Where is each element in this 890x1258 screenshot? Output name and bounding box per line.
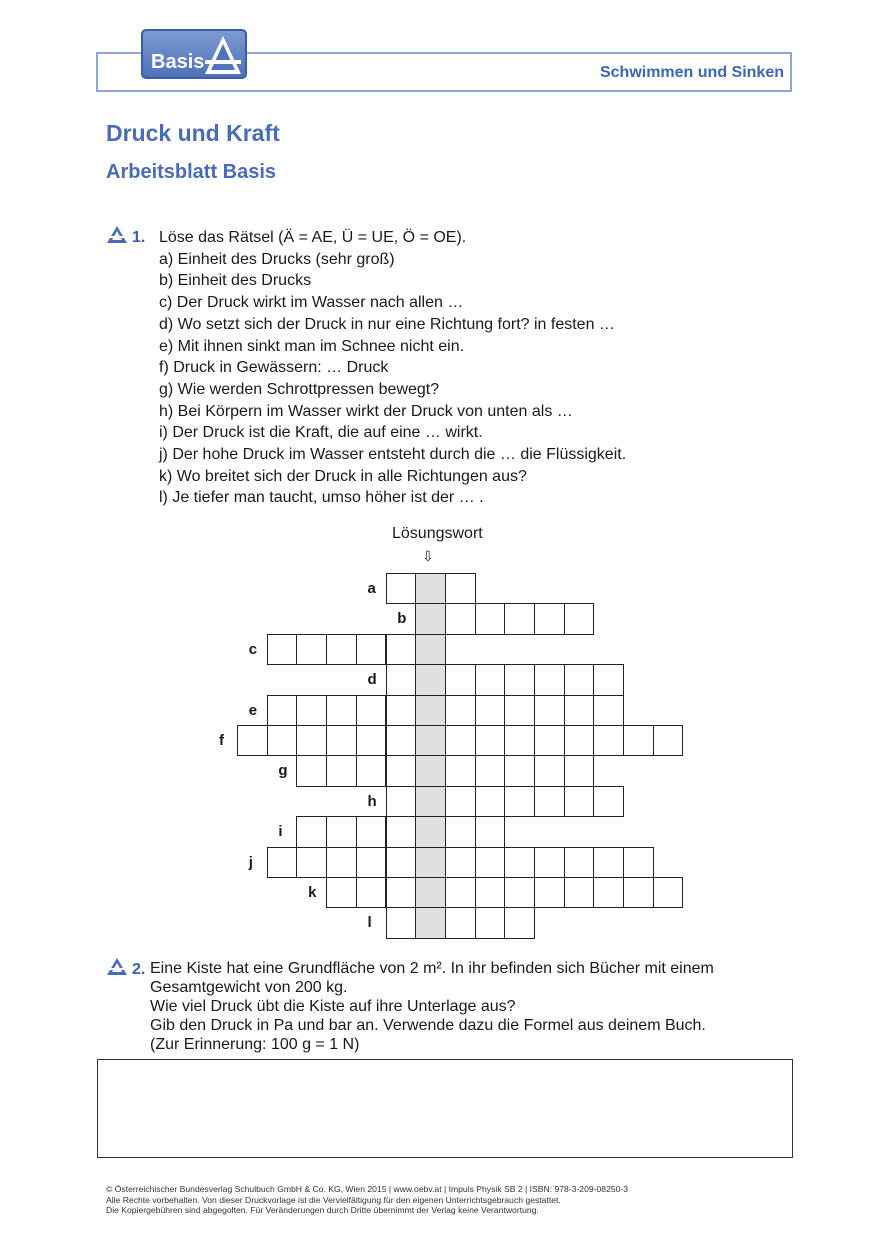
crossword-cell[interactable] [564, 664, 595, 695]
crossword-cell[interactable] [356, 816, 387, 847]
crossword-cell[interactable] [445, 573, 476, 604]
clue-g: g) Wie werden Schrottpressen bewegt? [159, 380, 440, 398]
crossword-cell[interactable] [356, 725, 387, 756]
crossword-cell[interactable] [445, 847, 476, 878]
crossword-cell[interactable] [356, 695, 387, 726]
crossword-cell[interactable] [504, 664, 535, 695]
crossword-cell[interactable] [445, 725, 476, 756]
crossword-solution-cell[interactable] [415, 695, 446, 726]
crossword-cell[interactable] [326, 634, 357, 665]
crossword-cell[interactable] [475, 816, 506, 847]
crossword-cell[interactable] [386, 634, 417, 665]
crossword-cell[interactable] [593, 847, 624, 878]
crossword-cell[interactable] [445, 755, 476, 786]
crossword-cell[interactable] [623, 847, 654, 878]
basis-level-icon [106, 957, 128, 976]
crossword-cell[interactable] [386, 786, 417, 817]
crossword-cell[interactable] [653, 725, 684, 756]
crossword-cell[interactable] [593, 786, 624, 817]
crossword-row-label-a: a [367, 580, 376, 597]
crossword-cell[interactable] [356, 755, 387, 786]
crossword-cell[interactable] [593, 877, 624, 908]
crossword-cell[interactable] [475, 877, 506, 908]
crossword-cell[interactable] [504, 695, 535, 726]
crossword-cell[interactable] [445, 695, 476, 726]
clue-j: j) Der hohe Druck im Wasser entsteht durch die … die Flüssigkeit. [159, 446, 627, 464]
crossword-cell[interactable] [475, 786, 506, 817]
crossword-cell[interactable] [475, 603, 506, 634]
crossword-cell[interactable] [564, 603, 595, 634]
crossword-cell[interactable] [386, 664, 417, 695]
crossword-cell[interactable] [504, 847, 535, 878]
crossword-cell[interactable] [296, 755, 327, 786]
crossword-row-label-i: i [278, 823, 283, 841]
crossword-cell[interactable] [593, 695, 624, 726]
crossword-solution-cell[interactable] [415, 877, 446, 908]
crossword-cell[interactable] [504, 877, 535, 908]
crossword-cell[interactable] [386, 755, 417, 786]
crossword-solution-cell[interactable] [415, 664, 446, 695]
crossword-row-label-c: c [248, 640, 258, 658]
crossword-cell[interactable] [326, 725, 357, 756]
crossword-cell[interactable] [564, 786, 595, 817]
crossword-solution-cell[interactable] [415, 603, 446, 634]
crossword-cell[interactable] [386, 695, 417, 726]
crossword-solution-cell[interactable] [415, 907, 446, 938]
crossword-cell[interactable] [296, 816, 327, 847]
clue-k: k) Wo breitet sich der Druck in alle Richtungen aus? [159, 467, 527, 485]
crossword-cell[interactable] [564, 755, 595, 786]
crossword-cell[interactable] [534, 725, 565, 756]
crossword-cell[interactable] [445, 664, 476, 695]
crossword-cell[interactable] [386, 573, 417, 604]
task-2-line: Gib den Druck in Pa und bar an. Verwende dazu die Formel aus deinem Buch. [150, 1017, 706, 1034]
clue-b: b) Einheit des Drucks [159, 272, 312, 290]
crossword-cell[interactable] [326, 847, 357, 878]
task-2-line: Wie viel Druck übt die Kiste auf ihre Unterlage aus? [150, 998, 516, 1015]
down-arrow-icon: ⇩ [422, 548, 434, 564]
task-2-text [150, 959, 714, 1054]
crossword-cell[interactable] [564, 847, 595, 878]
crossword-row-label-h: h [367, 792, 377, 810]
crossword-cell[interactable] [296, 695, 327, 726]
crossword-cell[interactable] [653, 877, 684, 908]
crossword-cell[interactable] [504, 603, 535, 634]
crossword-row-label-e: e [248, 701, 258, 719]
clue-c: c) Der Druck wirkt im Wasser nach allen … [159, 294, 464, 312]
answer-box[interactable] [97, 1059, 793, 1158]
crossword-cell[interactable] [593, 725, 624, 756]
crossword-cell[interactable] [267, 847, 298, 878]
crossword-cell[interactable] [564, 695, 595, 726]
crossword-solution-cell[interactable] [415, 634, 446, 665]
crossword-cell[interactable] [445, 786, 476, 817]
crossword-cell[interactable] [326, 755, 357, 786]
crossword-cell[interactable] [534, 664, 565, 695]
crossword-cell[interactable] [564, 725, 595, 756]
clue-h: h) Bei Körpern im Wasser wirkt der Druck von unten als … [159, 402, 573, 420]
crossword-cell[interactable] [623, 877, 654, 908]
crossword-cell[interactable] [534, 786, 565, 817]
task-1-number: 1. [132, 229, 146, 246]
footer-rights: Alle Rechte vorbehalten. Von dieser Druckvorlage ist die Vervielfältigung für den eigenen Unterrichtsgebrauch gestattet. [106, 1194, 561, 1205]
crossword-cell[interactable] [386, 877, 417, 908]
crossword-cell[interactable] [356, 847, 387, 878]
task-2-line: Gesamtgewicht von 200 kg. [150, 979, 348, 996]
crossword-cell[interactable] [267, 695, 298, 726]
crossword-cell[interactable] [326, 877, 357, 908]
crossword-cell[interactable] [296, 634, 327, 665]
crossword-cell[interactable] [475, 847, 506, 878]
crossword-cell[interactable] [475, 907, 506, 938]
crossword-cell[interactable] [445, 816, 476, 847]
crossword-row-label-f: f [219, 732, 224, 749]
crossword-row-label-b: b [397, 610, 407, 628]
crossword-cell[interactable] [445, 907, 476, 938]
crossword-cell[interactable] [534, 877, 565, 908]
crossword-cell[interactable] [445, 603, 476, 634]
crossword-solution-cell[interactable] [415, 816, 446, 847]
solution-word-label: Lösungswort [392, 525, 483, 542]
crossword-cell[interactable] [475, 755, 506, 786]
crossword-cell[interactable] [475, 725, 506, 756]
crossword-cell[interactable] [386, 816, 417, 847]
clue-a: a) Einheit des Drucks (sehr groß) [159, 250, 395, 268]
crossword-cell[interactable] [534, 847, 565, 878]
crossword-cell[interactable] [356, 877, 387, 908]
crossword-cell[interactable] [326, 695, 357, 726]
crossword-cell[interactable] [237, 725, 268, 756]
crossword-solution-cell[interactable] [415, 755, 446, 786]
crossword-cell[interactable] [386, 907, 417, 938]
crossword-row-label-k: k [308, 884, 317, 901]
crossword-cell[interactable] [504, 907, 535, 938]
crossword-solution-cell[interactable] [415, 725, 446, 756]
task-1-text [159, 227, 626, 509]
crossword-solution-cell[interactable] [415, 786, 446, 817]
crossword-cell[interactable] [267, 634, 298, 665]
crossword-cell[interactable] [386, 725, 417, 756]
crossword-cell[interactable] [267, 725, 298, 756]
crossword-cell[interactable] [386, 847, 417, 878]
crossword-cell[interactable] [504, 725, 535, 756]
crossword-cell[interactable] [475, 695, 506, 726]
crossword-cell[interactable] [623, 725, 654, 756]
crossword-cell[interactable] [564, 877, 595, 908]
crossword-cell[interactable] [296, 847, 327, 878]
header-title: Schwimmen und Sinken [599, 64, 784, 81]
crossword-cell[interactable] [534, 603, 565, 634]
crossword-row-label-d: d [367, 671, 377, 689]
clue-d: d) Wo setzt sich der Druck in nur eine Richtung fort? in festen … [159, 315, 615, 333]
crossword-row-label-j: j [248, 853, 253, 871]
crossword-cell[interactable] [504, 786, 535, 817]
page-subtitle: Arbeitsblatt Basis [106, 161, 277, 183]
crossword-row-label-l: l [367, 914, 372, 932]
crossword-cell[interactable] [593, 664, 624, 695]
task-1-intro: Löse das Rätsel (Ä = AE, Ü = UE, Ö = OE). [159, 229, 467, 246]
crossword-solution-cell[interactable] [415, 573, 446, 604]
crossword-cell[interactable] [475, 664, 506, 695]
crossword-row-label-g: g [278, 762, 288, 780]
crossword-cell[interactable] [445, 877, 476, 908]
clue-i: i) Der Druck ist die Kraft, die auf eine … wirkt. [159, 424, 483, 442]
task-2-number: 2. [132, 961, 146, 978]
logo-text: Basis [151, 51, 205, 73]
task-2-line: (Zur Erinnerung: 100 g = 1 N) [150, 1036, 360, 1053]
basis-level-icon [106, 225, 128, 244]
footer [106, 1184, 628, 1216]
triangle-logo-icon [203, 34, 243, 76]
crossword-cell[interactable] [534, 695, 565, 726]
page-title: Druck und Kraft [106, 120, 280, 146]
crossword-cell[interactable] [356, 634, 387, 665]
crossword-cell[interactable] [326, 816, 357, 847]
footer-fees: Die Kopiergebühren sind abgegolten. Für Veränderungen durch Dritte übernimmt der Verlag keine Verantwortung. [106, 1205, 539, 1215]
crossword-cell[interactable] [504, 755, 535, 786]
crossword-cell[interactable] [296, 725, 327, 756]
task-2-line: Eine Kiste hat eine Grundfläche von 2 m². In ihr befinden sich Bücher mit einem [150, 960, 714, 977]
clue-l: l) Je tiefer man taucht, umso höher ist der … . [159, 489, 484, 507]
basis-logo [141, 29, 247, 79]
clue-e: e) Mit ihnen sinkt man im Schnee nicht ein. [159, 337, 465, 355]
footer-copyright: © Österreichischer Bundesverlag Schulbuch GmbH & Co. KG, Wien 2015 | www.oebv.at | Impuls Physik SB 2 | ISBN: 978-3-209-08250-3 [106, 1184, 629, 1194]
clue-f: f) Druck in Gewässern: … Druck [159, 359, 389, 377]
crossword-solution-cell[interactable] [415, 847, 446, 878]
crossword-cell[interactable] [534, 755, 565, 786]
